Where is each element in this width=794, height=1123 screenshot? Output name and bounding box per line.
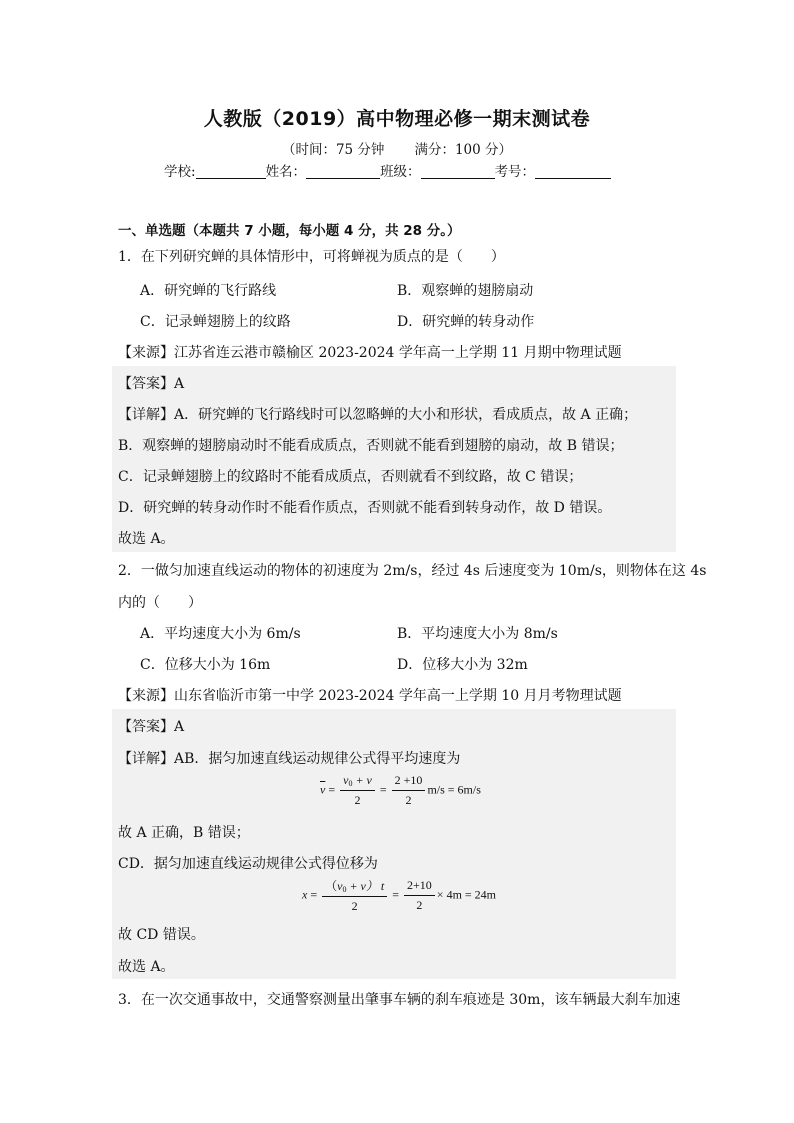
q1-conclusion: 故选 A。 [118,531,175,547]
q2-final: 故选 A。 [118,959,175,975]
q2-source: 【来源】山东省临沂市第一中学 2023-2024 学年高一上学期 10 月月考物理试题 [118,688,622,704]
formula1-result: m/s = 6m/s [427,782,481,797]
class-blank[interactable] [421,164,495,179]
exam-title: 人教版（2019）高中物理必修一期末测试卷 [203,108,591,130]
school-blank[interactable] [196,164,266,179]
q1-detail-line: C．记录蝉翅膀上的纹路时不能看成质点，否则就看不到纹路，故 C 错误； [118,469,583,485]
average-velocity-formula: $\overline{v}$ = $\frac{v_0 + v}{2}$ = $\frac{2 +10}{2}$ m/s = 6m/s [320,773,481,807]
formula2-fraction-1: $\frac{(v_0 + v) t}{2}$ [322,877,387,914]
exam-number-blank[interactable] [535,164,611,179]
displacement-formula: x = $\frac{(v_0 + v) t}{2}$ = $\frac{2+10}{2}$ × 4m = 24m [302,878,496,913]
formula2-fraction-2: $\frac{2+10}{2}$ [404,878,435,913]
q1-option-d: D．研究蝉的转身动作 [397,314,535,330]
q1-detail-line: 【详解】A．研究蝉的飞行路线时可以忽略蝉的大小和形状，看成质点，故 A 正确； [118,407,638,423]
q3-stem-line1: 3．在一次交通事故中，交通警察测量出肇事车辆的刹车痕迹是 30m，该车辆最大刹车加速 [118,992,681,1008]
q1-detail-line: D．研究蝉的转身动作时不能看作质点，否则就不能看到转身动作，故 D 错误。 [118,500,612,516]
school-label: 学校: [164,164,196,180]
q1-answer: 【答案】A [118,376,185,392]
q2-option-d: D．位移大小为 32m [397,657,528,673]
exam-number-label: 考号： [494,164,536,180]
section-heading: 一、单选题（本题共 7 小题，每小题 4 分，共 28 分。） [118,223,461,239]
q1-source: 【来源】江苏省连云港市赣榆区 2023-2024 学年高一上学期 11 月期中物理试题 [118,345,622,361]
q1-detail-line: B．观察蝉的翅膀扇动时不能看成质点，否则就不能看到翅膀的扇动，故 B 错误； [118,438,624,454]
q2-option-b: B．平均速度大小为 8m/s [397,626,558,642]
q2-option-a: A．平均速度大小为 6m/s [140,626,301,642]
q1-answer-block [112,366,676,552]
name-blank[interactable] [306,164,380,179]
q2-detail-cd: CD．据匀加速直线运动规律公式得位移为 [118,856,378,872]
q2-stem-line1: 2．一做匀加速直线运动的物体的初速度为 2m/s，经过 4s 后速度变为 10m/s，则物体在这 4s [118,563,707,579]
q2-answer: 【答案】A [118,719,185,735]
q2-detail-ab: 【详解】AB．据匀加速直线运动规律公式得平均速度为 [118,751,461,767]
q1-option-c: C．记录蝉翅膀上的纹路 [140,314,291,330]
q2-option-c: C．位移大小为 16m [140,657,271,673]
name-label: 姓名： [265,164,307,180]
q1-option-b: B．观察蝉的翅膀扇动 [397,283,534,299]
formula1-fraction-2: $\frac{2 +10}{2}$ [392,773,426,808]
formula1-lhs: $\overline{v}$ [320,782,326,797]
class-label: 班级： [380,164,421,180]
formula2-result: × 4m = 24m [436,887,496,902]
formula2-lhs: x [302,887,308,902]
formula1-fraction-1: $\frac{v_0 + v}{2}$ [340,773,375,808]
q2-conclusion-ab: 故 A 正确，B 错误； [118,825,250,841]
q1-stem: 1．在下列研究蝉的具体情形中，可将蝉视为质点的是（ ） [118,249,505,265]
exam-subtitle: （时间：75 分钟 满分：100 分） [281,142,513,158]
q2-conclusion-cd: 故 CD 错误。 [118,927,205,943]
student-info-row [164,160,611,180]
q1-option-a: A．研究蝉的飞行路线 [140,283,277,299]
q2-stem-line2: 内的（ ） [118,595,202,611]
